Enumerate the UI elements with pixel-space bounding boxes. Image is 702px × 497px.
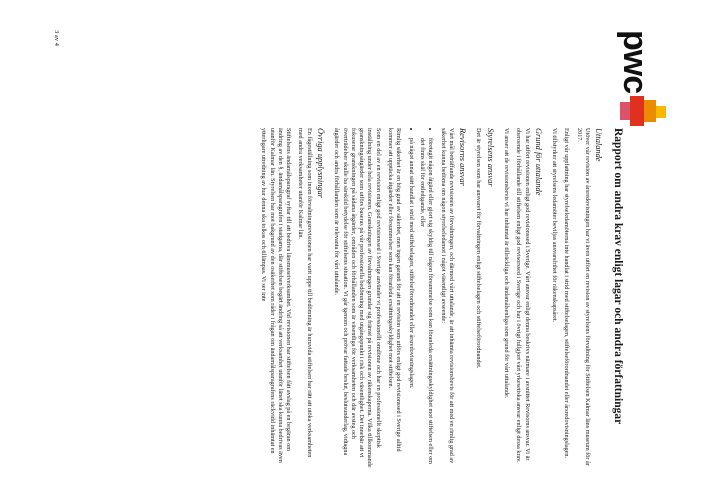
section-uttalande: [550, 128, 604, 468]
logo-blocks-icon: [616, 96, 666, 126]
section-grund: [502, 128, 544, 468]
page-number: 3 av 4: [53, 30, 60, 46]
paragraph: Som en del av en revision enligt god revisionssed i Sverige använder vi professionellt omdöme och har en professionellt skeptisk inställning under hela revisionen. Granskningen av förvaltningen grundar sig främst på revisionen av räkenskaperna. Vilka tillkommande granskningsåtgärder som utförs baseras på vår professionella bedömning med utgångspunkt i risk och väsentlighet. Det innebär att vi fokuserar granskningen på sådana åtgärder, områden och förhållanden som är väsentliga för verksamheten och där avsteg och överträdelser skulle ha särskild betydelse för stiftelsens situation. Vi går igenom och prövar fattade beslut, beslutsunderlag, vidtagna åtgärder och andra förhållanden som är relevanta för vårt uttalande.: [333, 128, 382, 468]
list-item: • företagit någon åtgärd eller gjort sig skyldig till någon försummelse som kan föranleda ersättningsskyldighet mot stiftelsen eller om det finns skäl för entledigande, eller: [418, 138, 435, 468]
report-title: Rapport om andra krav enligt lagar och andra författningar: [612, 128, 624, 425]
paragraph: Utöver vår revision av årsredovisningen har vi även utfört en revision av styrelsens förvaltning för Stiftelsen Kalmar läns museum för år 2017.: [575, 128, 591, 466]
list-item: • på något annat sätt handlat i strid med stiftelselagen, stiftelseförordnandet eller årsredovisningslagen.: [406, 138, 414, 468]
paragraph: Enligt vår uppfattning har styrelseledamöterna inte handlat i strid med stiftelselagen, stiftelseförordnandet eller årsredovisningslagen.: [563, 128, 571, 459]
report-content: [255, 128, 624, 468]
paragraph: En fågeställning som inom förvaltningsrevisionen har varit uppe till bedömning är huruvida stiftelsen har rätt att utöka verksamheten med andra verksamheter utanför Kalmar län.: [297, 128, 313, 458]
section-heading: Uttalande: [594, 128, 604, 162]
paragraph: Rimlig säkerhet är en hög grad av säkerhet, men ingen garanti för att en revision som utförs enligt god revisionssed i Sverige alltid kommer att upptäcka åtgärder eller försummelser som kan föranleda ersättningsskyldighet mot stiftelsen.: [387, 128, 403, 452]
paragraph: Det är styrelsen som har ansvaret för förvaltningen enligt stiftelselagen och stiftelseförordnandet.: [475, 128, 483, 369]
paragraph: Vårt mål beträffande revisionen av förvaltningen, och därmed vårt uttalande, är att inhämta revisionsbevis för att med en rimlig grad av säkerhet kunna bedöma om någon styrelseledamot i något väsentligt avseende:: [439, 128, 455, 464]
paragraph: Vi anser att de revisionsbevis vi har inhämtat är tillräckliga och ändamålsenliga som grund för vårt uttalande.: [502, 128, 510, 399]
bullet-list: [406, 128, 434, 468]
section-heading: Grund för uttalande: [533, 128, 543, 196]
paragraph: Vi har utfört revisionen enligt god revisionssed i Sverige. Vårt ansvar enligt denna beskrivs närmare i avsnittet Revisorns ansvar. Vi är oberoende i förhållande till stiftelsen enligt god revisorssed i Sverige och har i övrigt fullgjort vårt yrkesetiska ansvar enligt dessa krav.: [515, 128, 531, 463]
section-ovriga: [259, 128, 326, 468]
section-heading: Övriga upplysningar: [315, 128, 325, 199]
section-styrelsens-ansvar: [474, 128, 496, 468]
paragraph: Stiftelsens ändamålsparagraf syftar till att bedriva länsmuseiverksamhet. Vid revisionen har stiftelsen fått avslag på en begäran om ändring av den §, ändamålsparagrafen i stadgarna, där stiftelsen begärt ändring så att verksamhet utanför länet ska kunna bedrivas även utanför Kalmar län. Styrelsen har mot bakgrund av den osäkerhet som råder i frågan om ändamålsparagrafens räckvidd inhämtat en ytterligare utredning av hur denna ska tolkas och tillämpas. Vi ser inte: [260, 128, 293, 463]
section-heading: Revisorns ansvar: [458, 128, 468, 186]
logo-wordmark: pwc: [616, 30, 654, 94]
section-heading: Styrelsens ansvar: [485, 128, 495, 187]
paragraph: Vi tillstyrker att styrelsens ledamöter beviljas ansvarsfrihet för räkenskapsåret.: [551, 128, 559, 323]
section-revisorns-ansvar: [332, 128, 468, 468]
pwc-logo: [612, 30, 668, 120]
